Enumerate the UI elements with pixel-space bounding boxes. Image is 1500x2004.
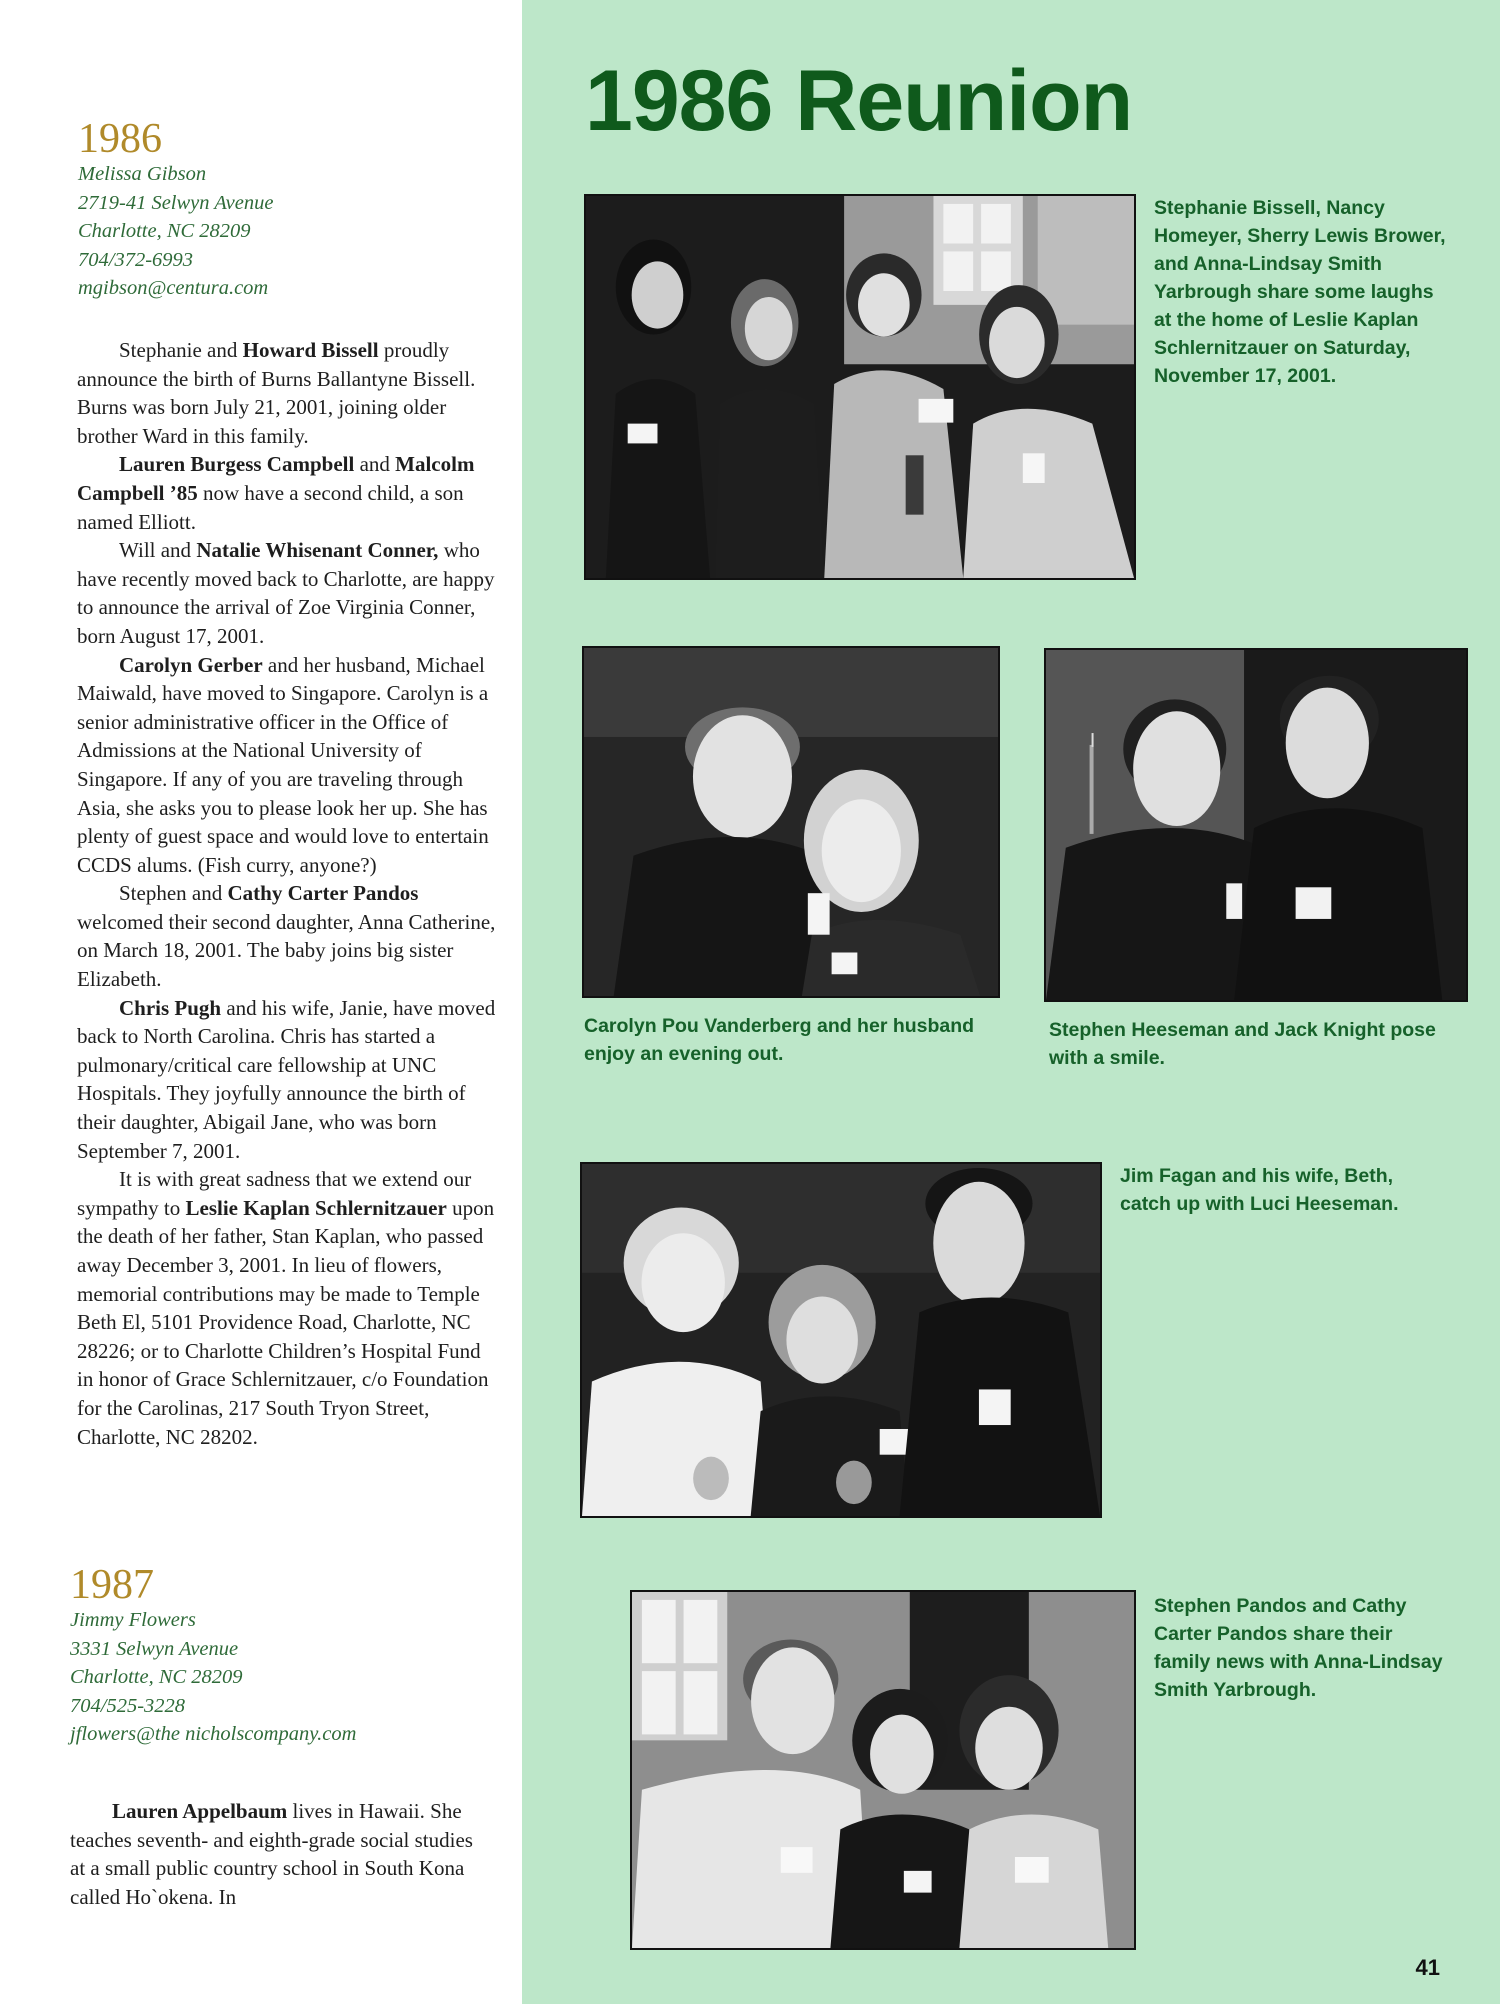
reunion-photo-2 <box>582 646 1000 998</box>
photo-5-image <box>632 1592 1134 1948</box>
reunion-photo-1 <box>584 194 1136 580</box>
note-text: and <box>354 452 396 477</box>
note-text: Stephen and <box>119 881 228 906</box>
note-name: Natalie Whisenant Conner, <box>196 538 439 563</box>
note-paragraph <box>77 450 497 536</box>
contact-email[interactable]: jflowers@the nicholscompany.com <box>70 1723 357 1745</box>
photo-1-image <box>586 196 1134 578</box>
reunion-photo-5 <box>630 1590 1136 1950</box>
photo-3-caption: Stephen Heeseman and Jack Knight pose with a smile. <box>1049 1019 1436 1069</box>
contact-phone: 704/525-3228 <box>70 1694 186 1717</box>
note-text: It is with great sadness that we extend our sympathy to <box>77 1167 472 1220</box>
photo-2-image <box>584 648 998 996</box>
class-1987-contact <box>70 1606 356 1749</box>
class-1986-notes <box>77 336 497 1451</box>
contact-phone: 704/372-6993 <box>78 248 194 271</box>
reunion-photo-3 <box>1044 648 1468 1002</box>
note-name: Lauren Appelbaum <box>112 1799 288 1823</box>
note-text: who have recently moved back to Charlotte, are happy to announce the arrival of Zoe Virginia Conner, born August 17, 2001. <box>77 538 495 648</box>
note-text: upon the death of her father, Stan Kaplan, who passed away December 3, 2001. In lieu of flowers, memorial contributions may be made to Temple Beth El, 5101 Providence Road, Charlotte, NC 28226; or to Charlotte Children’s Hospital Fund in honor of Grace Schlernitzauer, c/o Foundation for the Carolinas, 217 South Tryon Street, Charlotte, NC 28202. <box>77 1195 495 1449</box>
note-name: Leslie Kaplan Schlernitzauer <box>185 1195 447 1220</box>
note-text: lives in Hawaii. She teaches seventh- and eighth-grade social studies at a small public country school in South Kona called Ho`okena. In <box>70 1799 473 1909</box>
contact-name: Melissa Gibson <box>78 163 207 185</box>
class-1986-contact <box>78 160 273 303</box>
note-text: Stephanie and <box>119 338 243 362</box>
photo-1-caption: Stephanie Bissell, Nancy Homeyer, Sherry Lewis Brower, and Anna-Lindsay Smith Yarbrough share some laughs at the home of Leslie Kaplan Schlernitzauer on Saturday, November 17, 2001. <box>1154 197 1446 387</box>
note-name: Malcolm Campbell ’85 <box>77 452 475 505</box>
note-paragraph <box>77 336 497 450</box>
page-headline: 1986 Reunion <box>585 53 1133 149</box>
photo-5-caption: Stephen Pandos and Cathy Carter Pandos share their family news with Anna-Lindsay Smith Yarbrough. <box>1154 1595 1443 1701</box>
photo-3-image <box>1046 650 1466 1000</box>
photo-4-image <box>582 1164 1100 1516</box>
note-text: Will and <box>119 538 197 563</box>
note-paragraph <box>70 1797 490 1911</box>
note-paragraph <box>77 994 497 1166</box>
note-text: now have a second child, a son named Elliott. <box>77 480 464 534</box>
note-name: Chris Pugh <box>119 995 222 1020</box>
note-paragraph <box>77 651 497 880</box>
note-paragraph <box>77 1165 497 1451</box>
contact-email[interactable]: mgibson@centura.com <box>78 277 269 299</box>
note-name: Carolyn Gerber <box>119 652 263 677</box>
photo-4-caption: Jim Fagan and his wife, Beth, catch up with Luci Heeseman. <box>1120 1165 1399 1215</box>
class-notes-column <box>0 0 522 2004</box>
contact-city: Charlotte, NC 28209 <box>78 220 251 242</box>
contact-city: Charlotte, NC 28209 <box>70 1666 243 1688</box>
page-number: 41 <box>1415 1955 1440 1980</box>
class-1987-notes <box>70 1797 490 1911</box>
note-name: Cathy Carter Pandos <box>227 881 419 906</box>
class-year-1987: 1987 <box>70 1562 154 1608</box>
class-year-1986: 1986 <box>78 116 162 162</box>
photo-2-caption: Carolyn Pou Vanderberg and her husband enjoy an evening out. <box>584 1015 975 1065</box>
reunion-photo-4 <box>580 1162 1102 1518</box>
note-name: Howard Bissell <box>242 338 379 362</box>
contact-address: 2719-41 Selwyn Avenue <box>78 191 274 214</box>
contact-address: 3331 Selwyn Avenue <box>70 1637 239 1660</box>
note-paragraph <box>77 536 497 650</box>
note-text: proudly announce the birth of Burns Ballantyne Bissell. Burns was born July 21, 2001, joining older brother Ward in this family. <box>77 338 476 448</box>
note-paragraph <box>77 879 497 993</box>
note-name: Lauren Burgess Campbell <box>119 452 355 477</box>
note-text: and her husband, Michael Maiwald, have moved to Singapore. Carolyn is a senior administrative officer in the Office of Admissions at the National University of Singapore. If any of you are traveling through Asia, she asks you to please look her up. She has plenty of guest space and would love to entertain CCDS alums. (Fish curry, anyone?) <box>77 652 489 877</box>
note-text: welcomed their second daughter, Anna Catherine, on March 18, 2001. The baby joins big sister Elizabeth. <box>77 909 496 992</box>
note-text: and his wife, Janie, have moved back to North Carolina. Chris has started a pulmonary/critical care fellowship at UNC Hospitals. They joyfully announce the birth of their daughter, Abigail Jane, who was born September 7, 2001. <box>77 995 496 1163</box>
contact-name: Jimmy Flowers <box>70 1609 196 1631</box>
